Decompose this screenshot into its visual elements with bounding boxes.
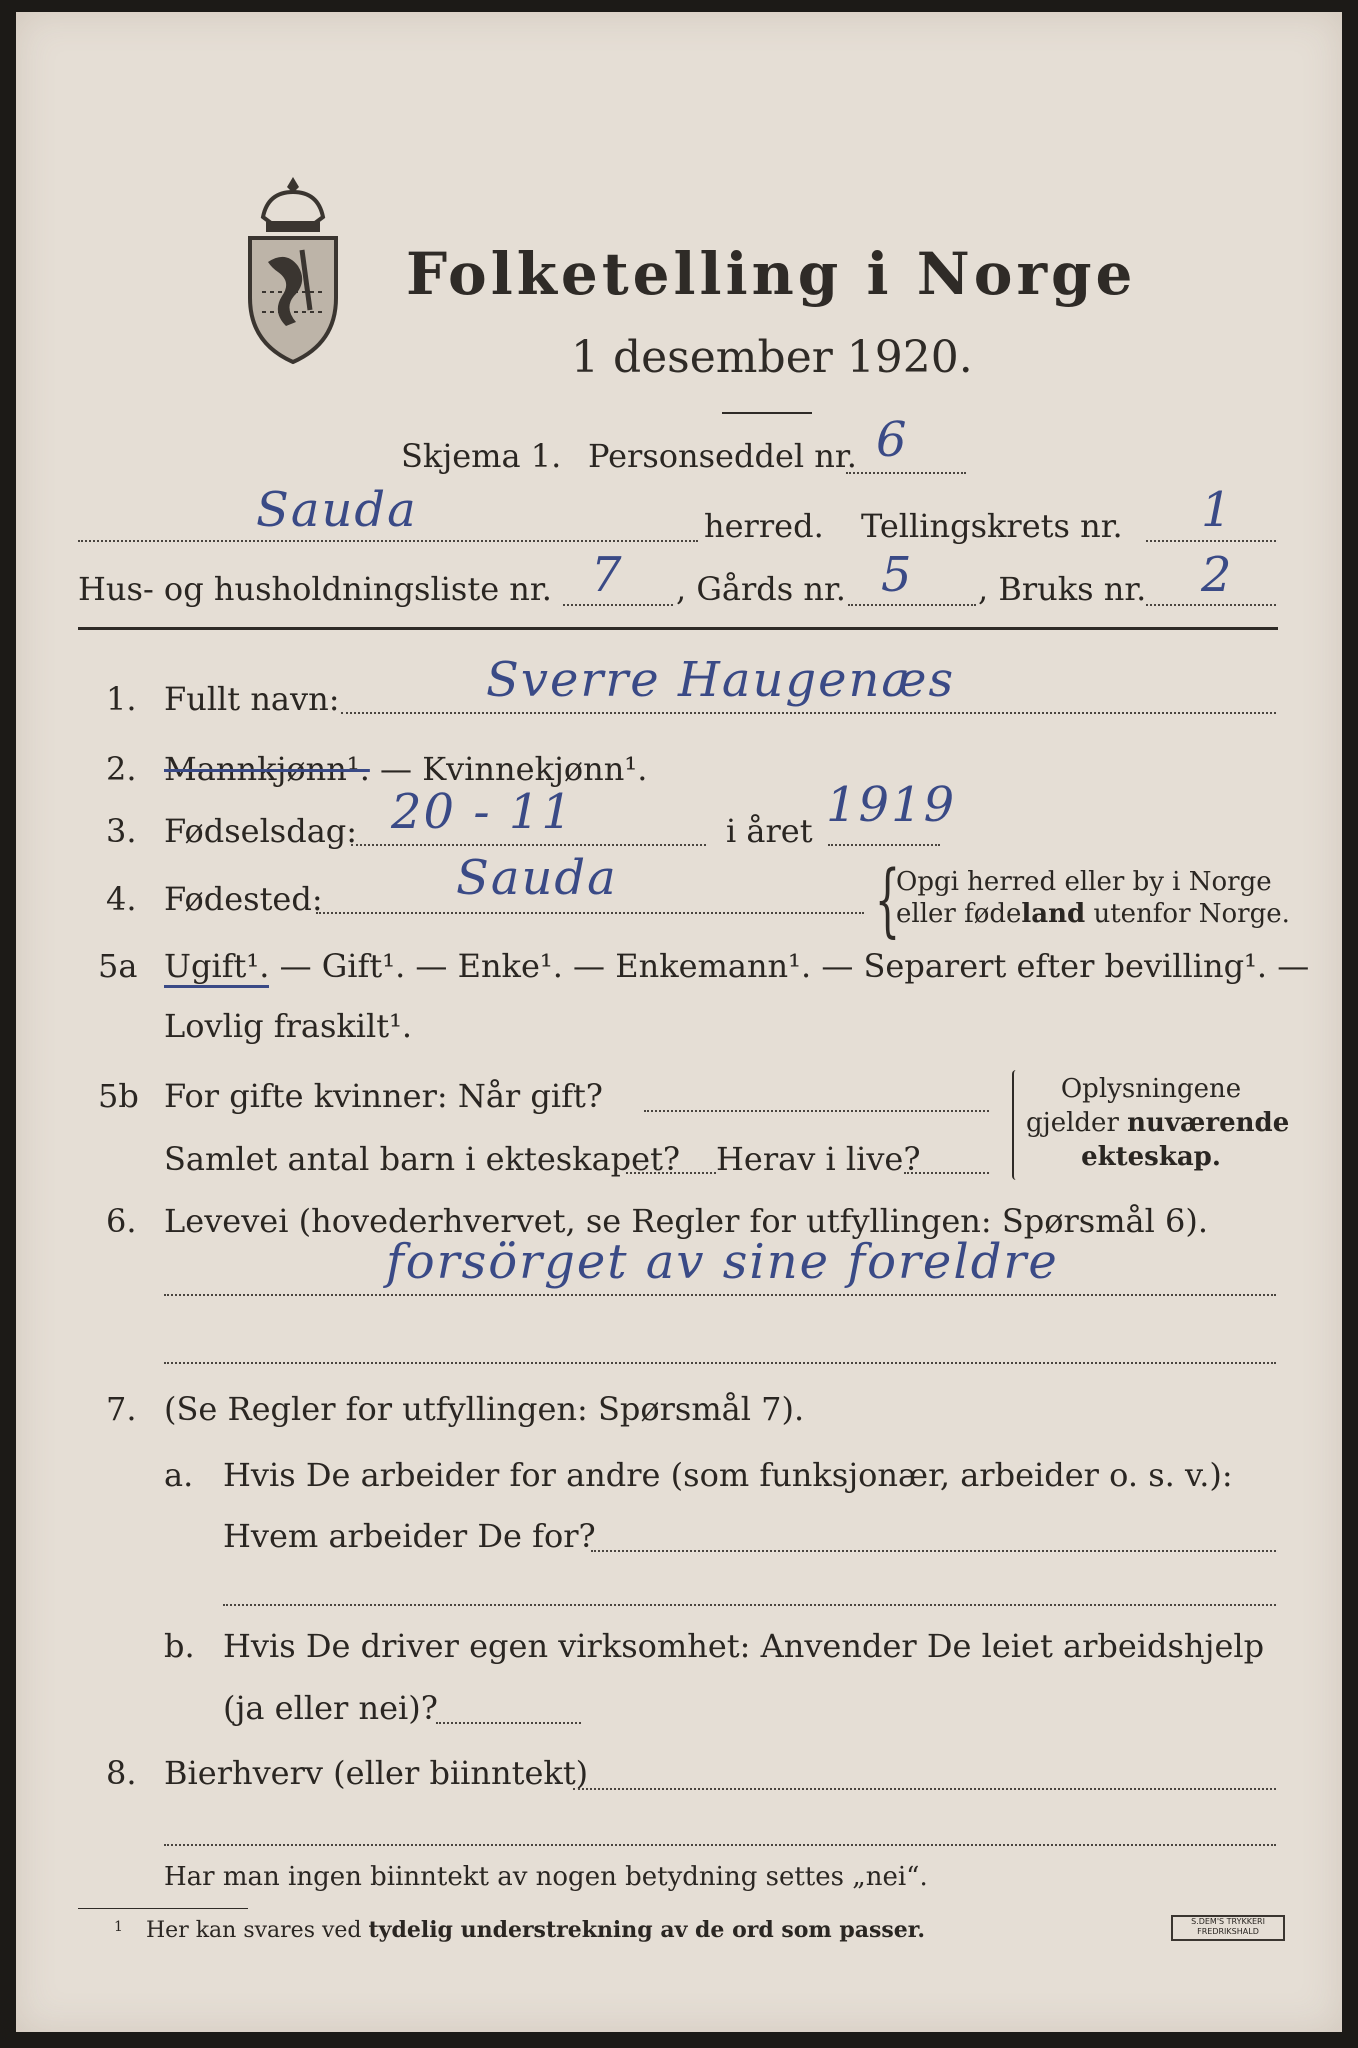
q5a-options: [164, 947, 1309, 985]
q7b-question: (ja eller nei)?: [223, 1689, 438, 1727]
q4-note-1: Opgi herred eller by i Norge: [896, 867, 1272, 897]
hus-label: Hus- og husholdningsliste nr.: [78, 570, 552, 608]
q4-label: Fødested:: [164, 880, 323, 918]
q6-number: 6.: [106, 1202, 137, 1240]
q1-line: [341, 712, 1276, 714]
biinntekt-note: Har man ingen biinntekt av nogen betydning settes „nei“.: [164, 1862, 928, 1892]
bruks-value[interactable]: 2: [1201, 547, 1234, 603]
q5b-brace: [1012, 1070, 1020, 1180]
footnote-number: 1: [114, 1919, 123, 1935]
q5b-note-1: Oplysningene: [1060, 1074, 1242, 1104]
q8-line-2: [164, 1844, 1276, 1846]
tellingskrets-line: [1146, 540, 1276, 542]
q7a-text: Hvis De arbeider for andre (som funksjonær, arbeider o. s. v.):: [223, 1456, 1233, 1494]
q3-year-line: [828, 844, 940, 846]
q7-label: (Se Regler for utfyllingen: Spørsmål 7).: [164, 1390, 805, 1428]
q8-line-1: [573, 1788, 1276, 1790]
q6-line-1: [164, 1294, 1276, 1296]
bruks-line: [1146, 604, 1276, 606]
q5b-number: 5b: [98, 1077, 139, 1115]
q5a-other-options[interactable]: — Gift¹. — Enke¹. — Enkemann¹. — Separert efter bevilling¹. —: [269, 947, 1310, 985]
q5a-lovlig-fraskilt[interactable]: Lovlig fraskilt¹.: [164, 1007, 413, 1045]
q2-options: [164, 750, 647, 788]
herred-label: herred.: [704, 507, 824, 545]
q5b-alive-line: [904, 1172, 989, 1174]
hus-line: [563, 604, 673, 606]
coat-of-arms-icon: [238, 172, 348, 367]
personseddel-line: [846, 472, 966, 474]
q5a-ugift[interactable]: Ugift¹.: [164, 947, 269, 988]
q5a-number: 5a: [98, 947, 138, 985]
footnote-text: Her kan svares ved tydelig understrekning av de ord som passer.: [146, 1917, 926, 1943]
q7b-line: [436, 1722, 581, 1724]
gards-value[interactable]: 5: [881, 547, 914, 603]
q3-label: Fødselsdag:: [164, 812, 358, 850]
hus-value[interactable]: 7: [591, 547, 624, 603]
q4-value[interactable]: Sauda: [456, 850, 618, 906]
gards-line: [848, 604, 976, 606]
personseddel-label: Personseddel nr.: [588, 437, 857, 475]
q4-line: [316, 912, 864, 914]
printer-stamp: S.DEM'S TRYKKERI FREDRIKSHALD: [1171, 1915, 1285, 1941]
q3-value[interactable]: 20 - 11: [391, 784, 574, 840]
q1-value[interactable]: Sverre Haugenæs: [486, 652, 956, 708]
tellingskrets-value[interactable]: 1: [1201, 482, 1234, 538]
q1-number: 1.: [106, 680, 137, 718]
footnote-rule: [78, 1908, 248, 1909]
census-form-sheet: [16, 12, 1342, 2032]
form-date: 1 desember 1920.: [571, 332, 973, 383]
q5b-children-line: [626, 1172, 716, 1174]
gards-label: , Gårds nr.: [676, 570, 846, 608]
q4-note-2: eller fødeland utenfor Norge.: [896, 899, 1290, 929]
q6-label: Levevei (hovederhvervet, se Regler for utfyllingen: Spørsmål 6).: [164, 1202, 1209, 1240]
q5b-note-3: ekteskap.: [1081, 1142, 1221, 1172]
q8-label: Bierhverv (eller biinntekt): [164, 1754, 589, 1792]
q7b-text: Hvis De driver egen virksomhet: Anvender De leiet arbeidshjelp: [223, 1627, 1265, 1665]
skjema-label: Skjema 1.: [401, 437, 562, 475]
q5b-children-label: Samlet antal barn i ekteskapet?: [164, 1140, 681, 1178]
form-title: Folketelling i Norge: [406, 240, 1137, 308]
q6-line-2: [164, 1362, 1276, 1364]
q1-label: Fullt navn:: [164, 680, 340, 718]
tellingskrets-label: Tellingskrets nr.: [861, 507, 1123, 545]
q7a-letter: a.: [164, 1456, 194, 1494]
q3-line: [351, 844, 706, 846]
q7b-letter: b.: [164, 1627, 195, 1665]
q3-year-value[interactable]: 1919: [826, 777, 957, 833]
title-divider: [722, 412, 812, 414]
q5b-label: For gifte kvinner: Når gift?: [164, 1077, 603, 1115]
q3-year-label: i året: [726, 812, 813, 850]
q5b-married-line: [644, 1110, 989, 1112]
q4-number: 4.: [106, 880, 137, 918]
q3-number: 3.: [106, 812, 137, 850]
q6-value[interactable]: forsörget av sine foreldre: [386, 1234, 1059, 1290]
q2-kvinnekjonn[interactable]: — Kvinnekjønn¹.: [369, 750, 648, 788]
q2-mannkjonn[interactable]: Mannkjønn¹.: [164, 750, 370, 788]
q7a-line-1: [591, 1550, 1276, 1552]
q7a-line-2: [223, 1604, 1276, 1606]
q2-number: 2.: [106, 750, 137, 788]
q7a-question: Hvem arbeider De for?: [223, 1517, 596, 1555]
header-rule: [78, 627, 1278, 630]
personseddel-value[interactable]: 6: [876, 412, 909, 468]
q4-brace: {: [874, 853, 901, 946]
herred-value[interactable]: Sauda: [256, 482, 418, 538]
bruks-label: , Bruks nr.: [978, 570, 1147, 608]
q5b-note-2: gjelder nuværende: [1026, 1108, 1290, 1138]
q8-number: 8.: [106, 1754, 137, 1792]
q7-number: 7.: [106, 1390, 137, 1428]
herred-line: [78, 540, 698, 542]
q5b-alive-label: Herav i live?: [716, 1140, 921, 1178]
